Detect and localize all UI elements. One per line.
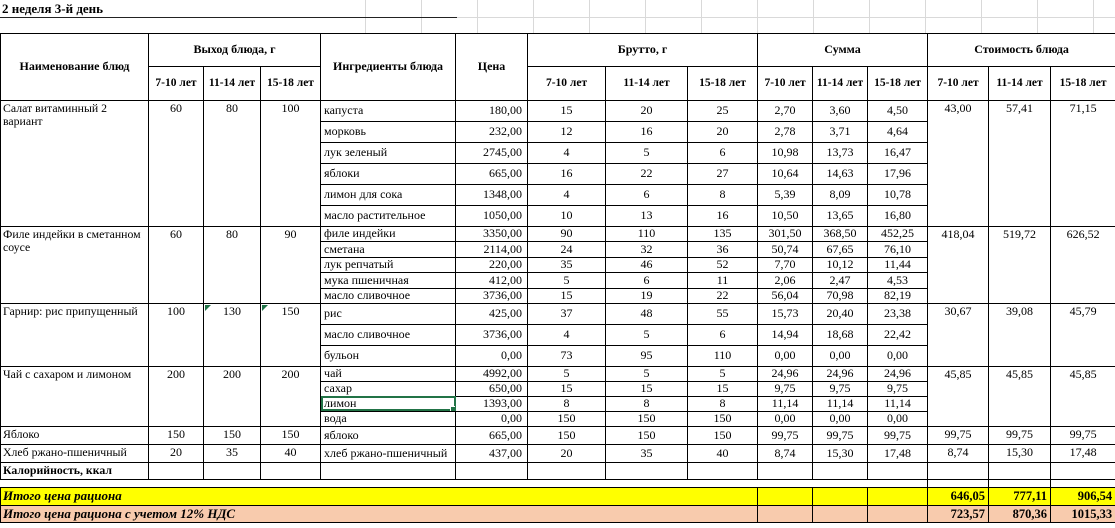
cell-price[interactable]: 3736,00 bbox=[456, 324, 528, 345]
cell-brutto[interactable] bbox=[606, 462, 688, 479]
cell-summa[interactable]: 76,10 bbox=[868, 242, 928, 257]
cell-brutto[interactable]: 40 bbox=[688, 444, 758, 462]
cell-brutto[interactable]: 150 bbox=[606, 411, 688, 426]
cell-brutto[interactable]: 37 bbox=[528, 303, 606, 324]
cell-price[interactable]: 180,00 bbox=[456, 101, 528, 122]
cell-brutto[interactable]: 5 bbox=[688, 366, 758, 381]
cell-price[interactable]: 4992,00 bbox=[456, 366, 528, 381]
cell-ingredient[interactable]: лимон для сока bbox=[321, 185, 456, 206]
cell-output[interactable] bbox=[149, 462, 204, 479]
cell-brutto[interactable]: 46 bbox=[606, 257, 688, 272]
cell-ingredient[interactable]: масло сливочное bbox=[321, 288, 456, 303]
cell-dish-name[interactable]: Хлеб ржано-пшеничный bbox=[1, 444, 149, 462]
cell-brutto[interactable]: 150 bbox=[528, 426, 606, 444]
cell-brutto[interactable]: 110 bbox=[688, 345, 758, 366]
col-header-age-brutto-3[interactable]: 15-18 лет bbox=[688, 67, 758, 101]
cell-output[interactable] bbox=[204, 462, 261, 479]
col-header-age-summa-3[interactable]: 15-18 лет bbox=[868, 67, 928, 101]
cell-output[interactable]: 200 bbox=[149, 366, 204, 426]
gap-cell-cost-1 bbox=[928, 479, 989, 487]
cell-dish-cost[interactable]: 8,74 bbox=[928, 444, 989, 462]
cell-summa[interactable]: 17,48 bbox=[868, 444, 928, 462]
cell-brutto[interactable]: 55 bbox=[688, 303, 758, 324]
cell-ingredient[interactable]: яблоко bbox=[321, 426, 456, 444]
cell-summa[interactable]: 10,78 bbox=[868, 185, 928, 206]
cell-brutto[interactable]: 16 bbox=[606, 122, 688, 143]
cell-ingredient[interactable]: масло растительное bbox=[321, 206, 456, 227]
cell-dish-cost[interactable]: 626,52 bbox=[1051, 227, 1115, 304]
cell-output[interactable]: 150 bbox=[261, 426, 321, 444]
cell-brutto[interactable]: 8 bbox=[606, 396, 688, 411]
sheet-title[interactable]: 2 неделя 3-й день bbox=[2, 1, 104, 16]
cell-ingredient[interactable]: рис bbox=[321, 303, 456, 324]
cell-output[interactable] bbox=[261, 462, 321, 479]
cell-output[interactable]: 130 bbox=[204, 303, 261, 366]
cell-summa[interactable]: 7,70 bbox=[758, 257, 813, 272]
cell-summa[interactable] bbox=[868, 462, 928, 479]
cell-summa[interactable]: 15,73 bbox=[758, 303, 813, 324]
cell-summa[interactable]: 99,75 bbox=[868, 426, 928, 444]
cell-summa[interactable]: 11,14 bbox=[868, 396, 928, 411]
total-value-2[interactable]: 777,11 bbox=[989, 487, 1051, 505]
cell-brutto[interactable]: 15 bbox=[528, 101, 606, 122]
cell-price[interactable]: 650,00 bbox=[456, 381, 528, 396]
cell-summa[interactable]: 9,75 bbox=[758, 381, 813, 396]
cell-summa[interactable]: 13,65 bbox=[813, 206, 868, 227]
cell-output[interactable]: 200 bbox=[204, 366, 261, 426]
cell-output[interactable]: 100 bbox=[261, 101, 321, 227]
cell-brutto[interactable]: 10 bbox=[528, 206, 606, 227]
cell-brutto[interactable]: 32 bbox=[606, 242, 688, 257]
total-empty-cell[interactable] bbox=[758, 487, 813, 505]
gap-cell bbox=[1, 479, 928, 487]
cell-price[interactable]: 3736,00 bbox=[456, 288, 528, 303]
total-vat-value-3[interactable]: 1015,33 bbox=[1051, 505, 1115, 522]
cell-summa[interactable]: 10,12 bbox=[813, 257, 868, 272]
cell-price[interactable]: 425,00 bbox=[456, 303, 528, 324]
cell-price[interactable]: 1050,00 bbox=[456, 206, 528, 227]
cell-brutto[interactable]: 15 bbox=[528, 288, 606, 303]
cell-dish-name[interactable]: Чай с сахаром и лимоном bbox=[1, 366, 149, 426]
cell-brutto[interactable]: 20 bbox=[606, 101, 688, 122]
cell-ingredient[interactable]: чай bbox=[321, 366, 456, 381]
cell-brutto[interactable] bbox=[528, 462, 606, 479]
cell-summa[interactable]: 11,14 bbox=[813, 396, 868, 411]
cell-brutto[interactable]: 5 bbox=[606, 366, 688, 381]
cell-price[interactable]: 1393,00 bbox=[456, 396, 528, 411]
cell-brutto[interactable]: 95 bbox=[606, 345, 688, 366]
cell-brutto[interactable]: 6 bbox=[606, 273, 688, 288]
cell-output[interactable]: 35 bbox=[204, 444, 261, 462]
total-value-1[interactable]: 646,05 bbox=[928, 487, 989, 505]
cell-output[interactable]: 40 bbox=[261, 444, 321, 462]
cell-summa[interactable]: 2,78 bbox=[758, 122, 813, 143]
cell-dish-cost[interactable]: 71,15 bbox=[1051, 101, 1115, 227]
cell-price[interactable]: 0,00 bbox=[456, 411, 528, 426]
cell-ingredient[interactable]: масло сливочное bbox=[321, 324, 456, 345]
cell-ingredient[interactable]: сахар bbox=[321, 381, 456, 396]
cell-summa[interactable]: 11,44 bbox=[868, 257, 928, 272]
cell-ingredient[interactable]: лук зеленый bbox=[321, 143, 456, 164]
cell-summa[interactable]: 99,75 bbox=[813, 426, 868, 444]
cell-ingredient[interactable]: хлеб ржано-пшеничный bbox=[321, 444, 456, 462]
cell-summa[interactable]: 20,40 bbox=[813, 303, 868, 324]
cell-brutto[interactable]: 19 bbox=[606, 288, 688, 303]
cell-ingredient-selected[interactable]: лимон bbox=[321, 396, 456, 411]
col-header-age-summa-2[interactable]: 11-14 лет bbox=[813, 67, 868, 101]
cell-summa[interactable]: 8,74 bbox=[758, 444, 813, 462]
cell-price[interactable]: 232,00 bbox=[456, 122, 528, 143]
table-row bbox=[1, 462, 1115, 479]
cell-dish-cost[interactable]: 43,00 bbox=[928, 101, 989, 227]
total-vat-row bbox=[1, 505, 1115, 522]
cell-price[interactable]: 665,00 bbox=[456, 426, 528, 444]
cell-summa[interactable]: 5,39 bbox=[758, 185, 813, 206]
cell-price[interactable] bbox=[456, 462, 528, 479]
cell-brutto[interactable]: 6 bbox=[606, 185, 688, 206]
col-header-age-output-1[interactable]: 7-10 лет bbox=[149, 67, 204, 101]
cell-dish-cost[interactable]: 99,75 bbox=[1051, 426, 1115, 444]
cell-brutto[interactable]: 16 bbox=[528, 164, 606, 185]
cell-brutto[interactable]: 150 bbox=[688, 426, 758, 444]
cell-ingredient[interactable]: лук репчатый bbox=[321, 257, 456, 272]
cell-summa[interactable]: 8,09 bbox=[813, 185, 868, 206]
col-header-age-cost-1[interactable]: 7-10 лет bbox=[928, 67, 989, 101]
table-row bbox=[1, 426, 1115, 444]
cell-brutto[interactable]: 110 bbox=[606, 227, 688, 242]
total-empty-cell[interactable] bbox=[758, 505, 813, 522]
col-header-ingredients[interactable]: Ингредиенты блюда bbox=[321, 34, 456, 101]
cell-summa[interactable]: 67,65 bbox=[813, 242, 868, 257]
cell-brutto[interactable]: 36 bbox=[688, 242, 758, 257]
cell-summa[interactable]: 24,96 bbox=[758, 366, 813, 381]
cell-brutto[interactable]: 15 bbox=[688, 381, 758, 396]
col-header-price[interactable]: Цена bbox=[456, 34, 528, 101]
cell-brutto[interactable]: 8 bbox=[688, 396, 758, 411]
cell-summa[interactable]: 9,75 bbox=[868, 381, 928, 396]
cell-brutto[interactable]: 27 bbox=[688, 164, 758, 185]
cell-output[interactable]: 80 bbox=[204, 227, 261, 304]
cell-price[interactable]: 2745,00 bbox=[456, 143, 528, 164]
cell-output[interactable]: 20 bbox=[149, 444, 204, 462]
cell-summa[interactable]: 24,96 bbox=[813, 366, 868, 381]
cell-dish-cost[interactable] bbox=[928, 462, 989, 479]
cell-price[interactable]: 665,00 bbox=[456, 164, 528, 185]
cell-summa[interactable]: 0,00 bbox=[868, 411, 928, 426]
cell-summa[interactable]: 24,96 bbox=[868, 366, 928, 381]
cell-dish-cost[interactable]: 418,04 bbox=[928, 227, 989, 304]
table-row bbox=[1, 101, 1115, 122]
table-row bbox=[1, 444, 1115, 462]
cell-brutto[interactable]: 15 bbox=[606, 381, 688, 396]
cell-summa[interactable]: 17,96 bbox=[868, 164, 928, 185]
cell-summa[interactable]: 13,73 bbox=[813, 143, 868, 164]
cell-brutto[interactable]: 20 bbox=[528, 444, 606, 462]
cell-price[interactable]: 2114,00 bbox=[456, 242, 528, 257]
cell-dish-cost[interactable]: 99,75 bbox=[928, 426, 989, 444]
cell-output[interactable]: 80 bbox=[204, 101, 261, 227]
cell-ingredient[interactable]: морковь bbox=[321, 122, 456, 143]
cell-dish-name[interactable]: Салат витаминный 2 вариант bbox=[1, 101, 149, 227]
cell-summa[interactable]: 11,14 bbox=[758, 396, 813, 411]
total-row bbox=[1, 487, 1115, 505]
cell-ingredient[interactable]: филе индейки bbox=[321, 227, 456, 242]
menu-table bbox=[0, 33, 1115, 523]
cell-summa[interactable]: 3,60 bbox=[813, 101, 868, 122]
total-vat-label[interactable]: Итого цена рациона с учетом 12% НДС bbox=[1, 505, 758, 522]
cell-brutto[interactable]: 24 bbox=[528, 242, 606, 257]
cell-brutto[interactable]: 12 bbox=[528, 122, 606, 143]
col-header-age-output-3[interactable]: 15-18 лет bbox=[261, 67, 321, 101]
cell-dish-cost[interactable]: 519,72 bbox=[989, 227, 1051, 304]
total-empty-cell[interactable] bbox=[868, 487, 928, 505]
cell-summa[interactable]: 0,00 bbox=[758, 411, 813, 426]
cell-summa[interactable]: 99,75 bbox=[758, 426, 813, 444]
cell-dish-cost[interactable] bbox=[989, 462, 1051, 479]
cell-summa[interactable]: 0,00 bbox=[813, 411, 868, 426]
cell-price[interactable]: 0,00 bbox=[456, 345, 528, 366]
cell-brutto[interactable]: 48 bbox=[606, 303, 688, 324]
cell-ingredient[interactable]: бульон bbox=[321, 345, 456, 366]
cell-ingredient[interactable]: капуста bbox=[321, 101, 456, 122]
cell-price[interactable]: 437,00 bbox=[456, 444, 528, 462]
cell-brutto[interactable]: 90 bbox=[528, 227, 606, 242]
cell-brutto[interactable]: 22 bbox=[606, 164, 688, 185]
cell-price[interactable]: 412,00 bbox=[456, 273, 528, 288]
total-empty-cell[interactable] bbox=[813, 487, 868, 505]
cell-ingredient[interactable]: сметана bbox=[321, 242, 456, 257]
dish-rows bbox=[1, 101, 1115, 480]
col-header-age-output-2[interactable]: 11-14 лет bbox=[204, 67, 261, 101]
cell-brutto[interactable]: 135 bbox=[688, 227, 758, 242]
cell-brutto[interactable]: 6 bbox=[688, 324, 758, 345]
total-vat-value-1[interactable]: 723,57 bbox=[928, 505, 989, 522]
cell-brutto[interactable]: 5 bbox=[606, 324, 688, 345]
cell-brutto[interactable]: 22 bbox=[688, 288, 758, 303]
cell-summa[interactable]: 10,98 bbox=[758, 143, 813, 164]
cell-summa[interactable]: 4,53 bbox=[868, 273, 928, 288]
cell-summa[interactable]: 82,19 bbox=[868, 288, 928, 303]
cell-dish-name[interactable]: Филе индейки в сметанном соусе bbox=[1, 227, 149, 304]
cell-summa[interactable]: 16,80 bbox=[868, 206, 928, 227]
cell-brutto[interactable]: 4 bbox=[528, 324, 606, 345]
cell-ingredient[interactable]: яблоки bbox=[321, 164, 456, 185]
cell-summa[interactable]: 10,64 bbox=[758, 164, 813, 185]
cell-output[interactable]: 150 bbox=[149, 426, 204, 444]
cell-brutto[interactable]: 150 bbox=[528, 411, 606, 426]
cell-brutto[interactable]: 8 bbox=[528, 396, 606, 411]
cell-price[interactable]: 220,00 bbox=[456, 257, 528, 272]
cell-summa[interactable]: 0,00 bbox=[868, 345, 928, 366]
cell-summa[interactable]: 4,50 bbox=[868, 101, 928, 122]
cell-brutto[interactable]: 6 bbox=[688, 143, 758, 164]
cell-summa[interactable] bbox=[813, 462, 868, 479]
cell-summa[interactable]: 14,63 bbox=[813, 164, 868, 185]
cell-summa[interactable]: 18,68 bbox=[813, 324, 868, 345]
cell-summa[interactable]: 23,38 bbox=[868, 303, 928, 324]
cell-brutto[interactable]: 52 bbox=[688, 257, 758, 272]
cell-dish-cost[interactable] bbox=[1051, 462, 1115, 479]
cell-summa[interactable]: 2,06 bbox=[758, 273, 813, 288]
cell-brutto[interactable]: 4 bbox=[528, 185, 606, 206]
cell-brutto[interactable]: 15 bbox=[528, 381, 606, 396]
total-empty-cell[interactable] bbox=[868, 505, 928, 522]
gap-row bbox=[1, 479, 1115, 487]
sheet-top-area bbox=[0, 0, 1115, 33]
cell-summa[interactable]: 2,47 bbox=[813, 273, 868, 288]
cell-dish-cost[interactable]: 17,48 bbox=[1051, 444, 1115, 462]
cell-brutto[interactable]: 16 bbox=[688, 206, 758, 227]
worksheet-gridline-horizontal bbox=[457, 17, 1115, 18]
cell-summa[interactable]: 3,71 bbox=[813, 122, 868, 143]
col-header-summa[interactable]: Сумма bbox=[758, 34, 928, 67]
col-header-age-summa-1[interactable]: 7-10 лет bbox=[758, 67, 813, 101]
cell-brutto[interactable]: 13 bbox=[606, 206, 688, 227]
table-row bbox=[1, 227, 1115, 242]
cell-brutto[interactable]: 11 bbox=[688, 273, 758, 288]
cell-dish-cost[interactable]: 15,30 bbox=[989, 444, 1051, 462]
cell-dish-cost[interactable]: 39,08 bbox=[989, 303, 1051, 366]
cell-brutto[interactable]: 4 bbox=[528, 143, 606, 164]
cell-summa[interactable]: 452,25 bbox=[868, 227, 928, 242]
cell-summa[interactable]: 22,42 bbox=[868, 324, 928, 345]
cell-brutto[interactable]: 8 bbox=[688, 185, 758, 206]
cell-summa[interactable]: 368,50 bbox=[813, 227, 868, 242]
col-header-age-brutto-1[interactable]: 7-10 лет bbox=[528, 67, 606, 101]
cell-dish-cost[interactable]: 45,85 bbox=[1051, 366, 1115, 426]
cell-dish-name[interactable]: Гарнир: рис припущенный bbox=[1, 303, 149, 366]
cell-brutto[interactable]: 73 bbox=[528, 345, 606, 366]
cell-summa[interactable]: 50,74 bbox=[758, 242, 813, 257]
cell-summa[interactable]: 70,98 bbox=[813, 288, 868, 303]
gap-cell-cost-3 bbox=[1051, 479, 1115, 487]
cell-ingredient[interactable]: вода bbox=[321, 411, 456, 426]
col-header-dish-cost[interactable]: Стоимость блюда bbox=[928, 34, 1115, 67]
col-header-age-cost-3[interactable]: 15-18 лет bbox=[1051, 67, 1115, 101]
cell-output[interactable]: 150 bbox=[204, 426, 261, 444]
total-vat-value-2[interactable]: 870,36 bbox=[989, 505, 1051, 522]
col-header-output[interactable]: Выход блюда, г bbox=[149, 34, 321, 67]
cell-brutto[interactable]: 150 bbox=[606, 426, 688, 444]
cell-price[interactable]: 3350,00 bbox=[456, 227, 528, 242]
cell-summa[interactable]: 0,00 bbox=[758, 345, 813, 366]
total-value-3[interactable]: 906,54 bbox=[1051, 487, 1115, 505]
cell-brutto[interactable]: 35 bbox=[606, 444, 688, 462]
cell-summa[interactable]: 0,00 bbox=[813, 345, 868, 366]
cell-dish-cost[interactable]: 57,41 bbox=[989, 101, 1051, 227]
cell-output[interactable]: 100 bbox=[149, 303, 204, 366]
cell-output[interactable]: 150 bbox=[261, 303, 321, 366]
title-underline bbox=[0, 17, 457, 18]
cell-price[interactable]: 1348,00 bbox=[456, 185, 528, 206]
cell-summa[interactable]: 10,50 bbox=[758, 206, 813, 227]
cell-summa[interactable]: 301,50 bbox=[758, 227, 813, 242]
cell-summa[interactable]: 2,70 bbox=[758, 101, 813, 122]
cell-summa[interactable]: 56,04 bbox=[758, 288, 813, 303]
cell-summa[interactable]: 9,75 bbox=[813, 381, 868, 396]
cell-brutto[interactable]: 20 bbox=[688, 122, 758, 143]
cell-dish-cost[interactable]: 30,67 bbox=[928, 303, 989, 366]
cell-summa[interactable]: 16,47 bbox=[868, 143, 928, 164]
total-empty-cell[interactable] bbox=[813, 505, 868, 522]
cell-dish-cost[interactable]: 99,75 bbox=[989, 426, 1051, 444]
cell-dish-cost[interactable]: 45,85 bbox=[989, 366, 1051, 426]
cell-brutto[interactable]: 35 bbox=[528, 257, 606, 272]
col-header-dish-name[interactable]: Наименование блюд bbox=[1, 34, 149, 101]
gap-cell-cost-2 bbox=[989, 479, 1051, 487]
cell-brutto[interactable]: 5 bbox=[606, 143, 688, 164]
cell-brutto[interactable]: 25 bbox=[688, 101, 758, 122]
col-header-age-cost-2[interactable]: 11-14 лет bbox=[989, 67, 1051, 101]
cell-output[interactable]: 90 bbox=[261, 227, 321, 304]
cell-dish-name[interactable]: Яблоко bbox=[1, 426, 149, 444]
cell-brutto[interactable] bbox=[688, 462, 758, 479]
cell-output[interactable]: 60 bbox=[149, 227, 204, 304]
cell-ingredient[interactable] bbox=[321, 462, 456, 479]
cell-brutto[interactable]: 5 bbox=[528, 273, 606, 288]
cell-summa[interactable]: 14,94 bbox=[758, 324, 813, 345]
table-row bbox=[1, 303, 1115, 324]
cell-summa[interactable]: 4,64 bbox=[868, 122, 928, 143]
cell-brutto[interactable]: 150 bbox=[688, 411, 758, 426]
cell-output[interactable]: 200 bbox=[261, 366, 321, 426]
table-row bbox=[1, 366, 1115, 381]
cell-dish-name[interactable]: Калорийность, ккал bbox=[1, 462, 149, 479]
cell-dish-cost[interactable]: 45,85 bbox=[928, 366, 989, 426]
cell-dish-cost[interactable]: 45,79 bbox=[1051, 303, 1115, 366]
cell-output[interactable]: 60 bbox=[149, 101, 204, 227]
cell-summa[interactable]: 15,30 bbox=[813, 444, 868, 462]
cell-brutto[interactable]: 5 bbox=[528, 366, 606, 381]
total-label[interactable]: Итого цена рациона bbox=[1, 487, 758, 505]
col-header-brutto[interactable]: Брутто, г bbox=[528, 34, 758, 67]
col-header-age-brutto-2[interactable]: 11-14 лет bbox=[606, 67, 688, 101]
cell-summa[interactable] bbox=[758, 462, 813, 479]
cell-ingredient[interactable]: мука пшеничная bbox=[321, 273, 456, 288]
